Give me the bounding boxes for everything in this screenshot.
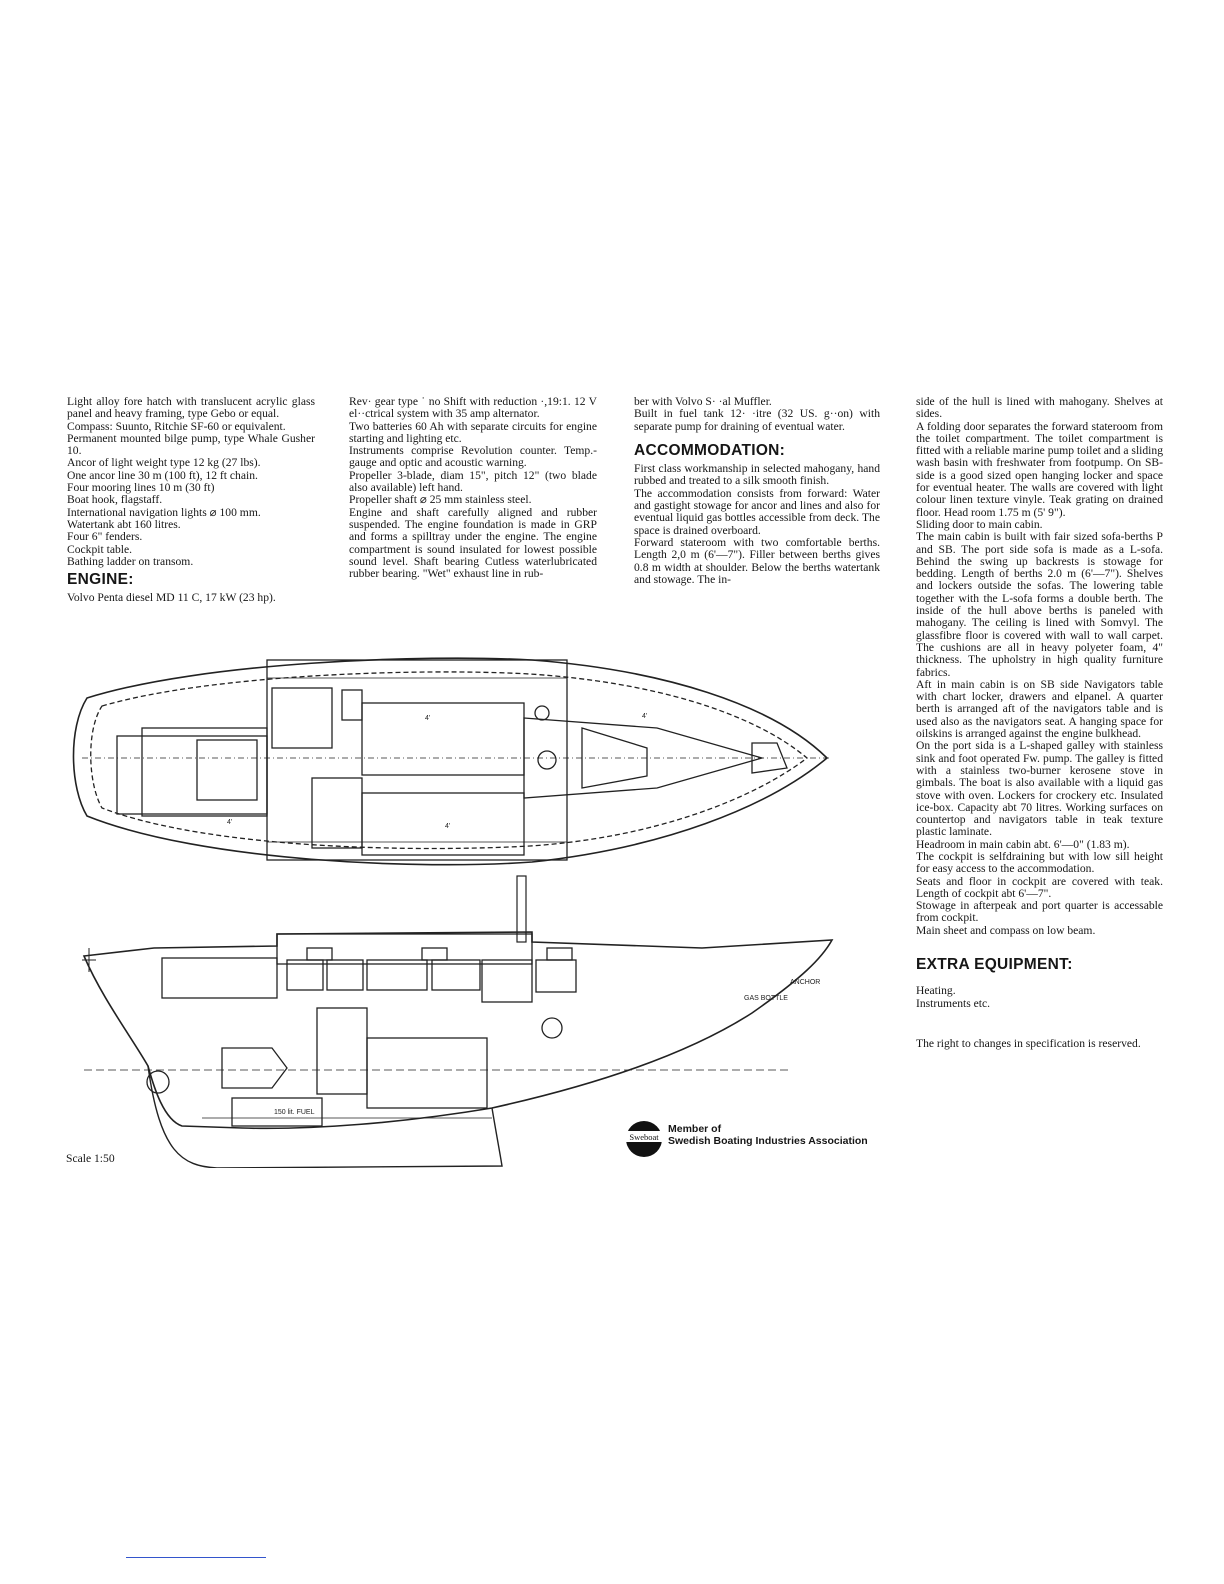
spec-item: One ancor line 30 m (100 ft), 12 ft chain. bbox=[67, 468, 258, 482]
member-line-2: Swedish Boating Industries Association bbox=[668, 1135, 868, 1147]
spec-item: Compass: Suunto, Ritchie SF-60 or equivalent. bbox=[67, 419, 286, 433]
spec-item: Permanent mounted bilge pump, type Whale Gusher 10. bbox=[67, 431, 315, 458]
spec-item: Bathing ladder on transom. bbox=[67, 554, 194, 568]
sweboat-logo-icon bbox=[624, 1117, 664, 1161]
spec-item: Four 6" fenders. bbox=[67, 530, 143, 544]
accommodation-item: Seats and floor in cockpit are covered with teak. Length of cockpit abt 6'—7". bbox=[916, 874, 1163, 900]
berth-label: 4' bbox=[227, 819, 233, 826]
footer-rule bbox=[126, 1557, 266, 1558]
column-4 bbox=[916, 396, 1163, 1050]
accommodation-item: side of the hull is lined with mahogany. Shelves at sides. bbox=[916, 395, 1163, 421]
engine-heading: ENGINE: bbox=[67, 571, 134, 589]
member-badge bbox=[624, 1117, 874, 1163]
sweboat-logo-text: Sweboat bbox=[629, 1132, 659, 1142]
scale-label: Scale 1:50 bbox=[66, 1152, 115, 1165]
extra-item: Heating. bbox=[916, 984, 956, 998]
berth-label: 4' bbox=[642, 713, 648, 720]
plan-view bbox=[73, 658, 832, 865]
column-2 bbox=[349, 396, 597, 580]
extra-equipment-heading: EXTRA EQUIPMENT: bbox=[916, 956, 1073, 974]
member-text bbox=[668, 1123, 868, 1147]
spec-item: Boat hook, flagstaff. bbox=[67, 493, 163, 507]
accommodation-item: Aft in main cabin is on SB side Navigators table with chart locker, drawers and elpanel. A quarter berth is arranged aft of the navigators table and is used also as the navigators seat. A hanging space for oilskins is arranged against the engine bulkhead. bbox=[916, 677, 1163, 741]
engine-text: Volvo Penta diesel MD 11 C, 17 kW (23 hp). bbox=[67, 591, 276, 605]
accommodation-item: On the port sida is a L-shaped galley with stainless sink and foot operated Fw. pump. The galley is fitted with a stainless two-burner kerosene stove in gimbals. The boat is also available with a liquid gas stove with oven. Lockers for crockery etc. Insulated ice-box. Capacity abt 70 litres. Working surfaces on countertop and navigators table in teak texture plastic laminate. bbox=[916, 739, 1163, 839]
accommodation-heading: ACCOMMODATION: bbox=[634, 441, 786, 459]
reserved-note: The right to changes in specification is reserved. bbox=[916, 1036, 1141, 1050]
spec-item: Light alloy fore hatch with translucent acrylic glass panel and heavy framing, type Gebo or equal. bbox=[67, 395, 315, 421]
extra-item: Instruments etc. bbox=[916, 996, 991, 1010]
accommodation-item: Main sheet and compass on low beam. bbox=[916, 923, 1096, 937]
accommodation-item: Headroom in main cabin abt. 6'—0" (1.83 m). bbox=[916, 837, 1130, 851]
engine-spec-item: Rev· gear type ˙ no Shift with reduction ·,19:1. 12 V el··ctrical system with 35 amp alternator. bbox=[349, 395, 597, 421]
accommodation-item: Stowage in afterpeak and port quarter is accessable from cockpit. bbox=[916, 899, 1163, 925]
boat-drawing bbox=[62, 648, 842, 1168]
accommodation-item: Sliding door to main cabin. bbox=[916, 517, 1043, 531]
engine-spec-item: Instruments comprise Revolution counter. Temp.-gauge and optic and acoustic warning. bbox=[349, 444, 597, 470]
spec-item: Watertank abt 160 litres. bbox=[67, 517, 181, 531]
spec-item: Cockpit table. bbox=[67, 542, 133, 556]
anchor-label: ANCHOR bbox=[790, 979, 821, 986]
engine-spec-item: Two batteries 60 Ah with separate circuits for engine starting and lighting etc. bbox=[349, 419, 597, 445]
berth-label: 4' bbox=[425, 715, 431, 722]
member-line-1: Member of bbox=[668, 1123, 722, 1135]
accommodation-item: The main cabin is built with fair sized sofa-berths P and SB. The port side sofa is made as a L-sofa. Behind the swing up backrests is stowage for bedding. Length of berths 2.0 m (6'—7"). Shelves and lockers outside the sofas. The lowering table together with the L-sofa forms a double berth. The inside of the hull above berths is paneled with mahogany. The ceiling is lined with Somvyl. The glassfibre floor is covered with wall to wall carpet. The cushions are all in heavy polyeter foam, 4" thickness. The upholstry in high quality furniture fabrics. bbox=[916, 530, 1163, 679]
accommodation-item: First class workmanship in selected mahogany, hand rubbed and treated to a silk smooth finish. bbox=[634, 462, 880, 488]
engine-spec-item: Built in fuel tank 12· ·itre (32 US. g··on) with separate pump for draining of eventual water. bbox=[634, 407, 880, 433]
berth-label: 4' bbox=[445, 823, 451, 830]
engine-spec-item: ber with Volvo S· ·al Muffler. bbox=[634, 395, 772, 408]
gas-bottle-label: GAS BOTTLE bbox=[744, 995, 788, 1002]
engine-spec-item: Engine and shaft carefully aligned and rubber suspended. The engine foundation is made in GRP and forms a spilltray under the engine. The engine compartment is sound insulated for lowest possible sound level. Shaft bearing Cutless waterlubricated rubber bearing. "Wet" exhaust line in rub- bbox=[349, 505, 597, 581]
accommodation-item: Forward stateroom with two comfortable berths. Length 2,0 m (6'—7"). Filler between berths gives 0.8 m width at shoulder. Below the berths watertank and stowage. The in- bbox=[634, 535, 880, 586]
accommodation-item: A folding door separates the forward stateroom from the toilet compartment. The toilet compartment is fitted with a reliable marine pump toilet and a sliding wash basin with freshwater from footpump. On SB-side is a good sized open hanging locker and space for eventual heater. The walls are covered with light colour linen texture vinyle. Teak grating on drained floor. Head room 1.75 m (5' 9"). bbox=[916, 419, 1163, 519]
spec-item: International navigation lights ⌀ 100 mm. bbox=[67, 505, 261, 519]
engine-spec-item: Propeller 3-blade, diam 15", pitch 12" (two blade also available) left hand. bbox=[349, 468, 597, 495]
column-1 bbox=[67, 396, 315, 605]
accommodation-item: The accommodation consists from forward: Water and gastight stowage for ancor and lines and also for eventual liquid gas bottles accessible from deck. The space is drained overboard. bbox=[634, 486, 880, 537]
engine-spec-item: Propeller shaft ⌀ 25 mm stainless steel. bbox=[349, 493, 532, 507]
spec-item: Ancor of light weight type 12 kg (27 lbs). bbox=[67, 456, 261, 470]
spec-item: Four mooring lines 10 m (30 ft) bbox=[67, 481, 215, 495]
tank-label: 150 lit. FUEL bbox=[274, 1109, 315, 1116]
accommodation-item: The cockpit is selfdraining but with low sill height for easy access to the accommodation. bbox=[916, 849, 1163, 876]
column-3 bbox=[634, 396, 880, 586]
